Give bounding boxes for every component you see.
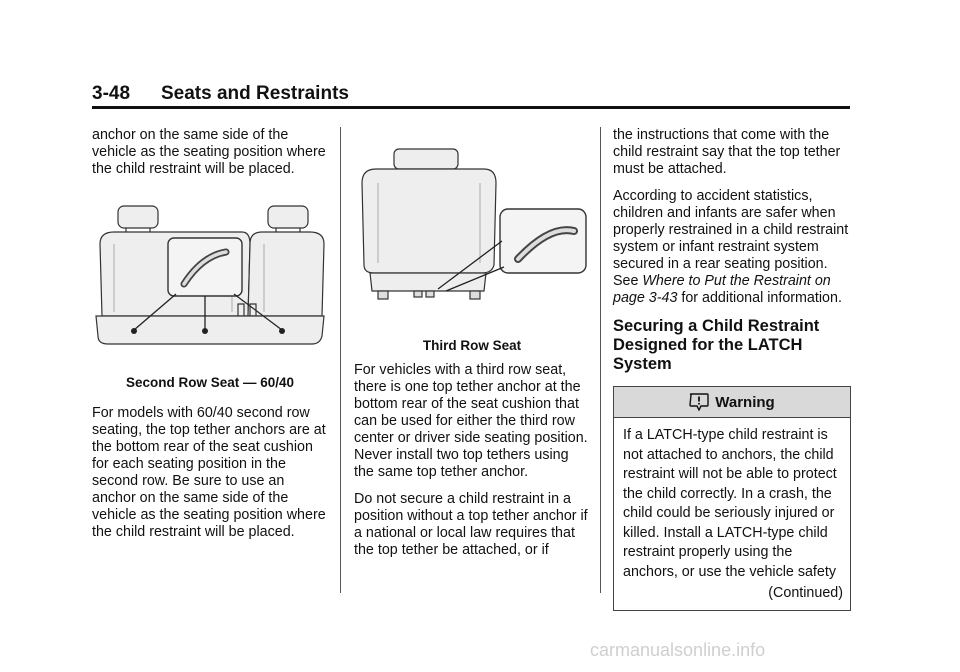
col3-paragraph-2-end: for additional information. [677,290,842,306]
figure-caption-third-row: Third Row Seat [422,338,522,353]
col3-paragraph-2-start: According to accident statistics, children and infants are safer when properly restrained in a child restraint system or infant restraint system secured in a rear seating position. See [613,188,849,289]
page-header [92,83,850,105]
figure-caption-second-row: Second Row Seat — 60/40 [125,375,295,390]
warning-text: If a LATCH-type child restraint is not attached to anchors, the child restraint will not be able to protect the child correctly. In a crash, the child could be seriously injured or killed. Install a LATCH-type child restraint properly using the anchors, or use the vehicle safety [623,427,837,580]
subheading: Securing a Child Restraint Designed for the LATCH System [613,317,820,373]
col2-paragraph-1: For vehicles with a third row seat, there is one top tether anchor at the bottom rear of the seat cushion that can be used for either the third row center or driver side seating position. Never install two top tethers using the same top tether anchor. [354,362,588,480]
page-number: 3-48 [92,83,131,104]
third-row-seat-illustration [354,141,590,313]
warning-title: Warning [715,393,775,411]
warning-header [614,387,850,418]
continued-label: (Continued) [768,585,843,601]
column-divider [340,127,341,593]
column-1 [92,127,328,551]
cross-reference-link[interactable]: Where to Put the Restraint on page 3-43 [613,273,831,306]
col3-paragraph-2 [613,188,851,307]
warning-body [614,418,850,610]
col2-paragraph-2: Do not secure a child restraint in a position without a top tether anchor if a national or local law requires that the top tether be attached, or if [354,491,588,558]
section-title: Seats and Restraints [161,83,349,104]
header-rule [92,106,850,109]
second-row-seat-illustration [92,204,328,362]
warning-icon [689,393,709,411]
watermark: carmanualsonline.info [590,640,766,660]
col1-paragraph-1: anchor on the same side of the vehicle as the seating position where the child restraint will be placed. [92,127,326,177]
column-divider [600,127,601,593]
column-3 [613,127,851,611]
col1-paragraph-2: For models with 60/40 second row seating, the top tether anchors are at the bottom rear of the seat cushion for each seating position in the second row. Be sure to use an anchor on the same side of the vehicle as the seating position where the child restraint will be placed. [92,405,326,540]
col3-paragraph-1: the instructions that come with the child restraint say that the top tether must be attached. [613,127,841,177]
column-2 [354,127,590,569]
warning-box [613,386,851,611]
